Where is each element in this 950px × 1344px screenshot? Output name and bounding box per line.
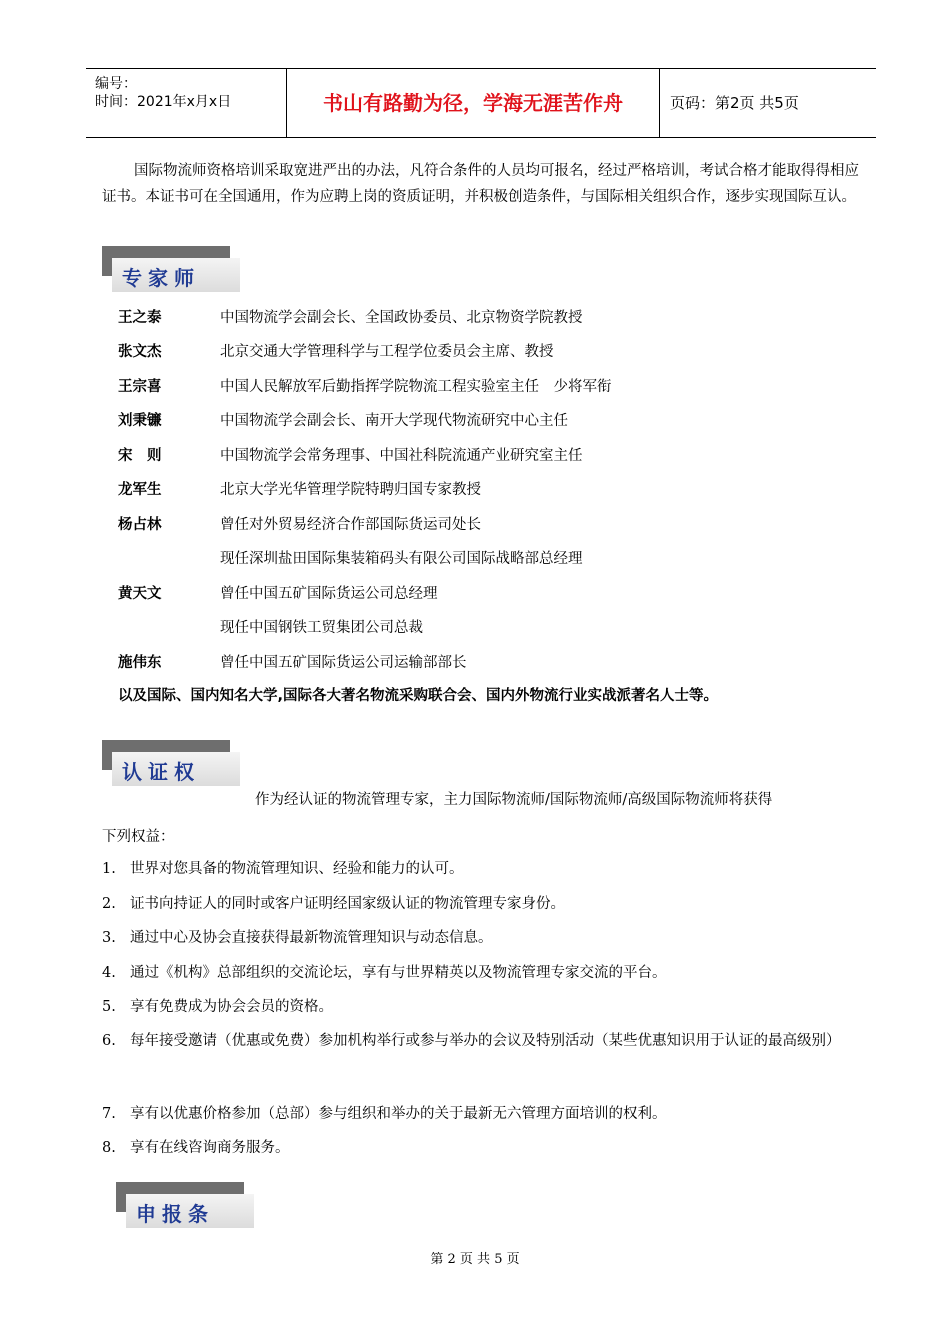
benefit-number: 7.: [102, 1106, 116, 1122]
expert-desc: 北京大学光华管理学院特聘归国专家教授: [220, 482, 481, 498]
expert-desc: 北京交通大学管理科学与工程学位委员会主席、教授: [220, 344, 554, 360]
expert-desc: 现任深圳盐田国际集装箱码头有限公司国际战略部总经理: [220, 551, 583, 567]
expert-name: 张文杰: [118, 344, 162, 360]
expert-name: 龙军生: [118, 482, 162, 498]
benefit-number: 1.: [102, 861, 116, 877]
benefit-text: 享有以优惠价格参加（总部）参与组织和举办的关于最新无六管理方面培训的权利。: [130, 1106, 667, 1122]
section-title-experts: 专家师: [122, 266, 200, 290]
header-meta-cell: [86, 69, 287, 137]
section-tab-rights: [102, 740, 242, 786]
expert-name: 宋 则: [118, 448, 162, 464]
benefit-number: 6.: [102, 1033, 116, 1049]
expert-desc: 曾任对外贸易经济合作部国际货运司处长: [220, 517, 481, 533]
benefit-number: 3.: [102, 930, 116, 946]
benefit-number: 4.: [102, 965, 116, 981]
expert-row: [118, 478, 878, 508]
experts-closing: 以及国际、国内知名大学,国际各大著名物流采购联合会、国内外物流行业实战派著名人士等。: [118, 688, 719, 704]
benefit-text: 通过《机构》总部组织的交流论坛，享有与世界精英以及物流管理专家交流的平台。: [130, 965, 667, 981]
expert-row: [118, 340, 878, 370]
section-title-rights: 认证权: [122, 760, 200, 784]
expert-row: [118, 375, 878, 405]
document-time-label: 时间：2021年x月x日: [95, 94, 232, 110]
header-motto: 书山有路勤为径，学海无涯苦作舟: [287, 69, 660, 137]
benefits-intro-line2: 下列权益：: [102, 829, 175, 845]
expert-name: 黄天文: [118, 586, 162, 602]
expert-name: 王之泰: [118, 310, 162, 326]
expert-row: [118, 651, 878, 681]
document-number-label: 编号：: [95, 76, 137, 92]
expert-desc: 曾任中国五矿国际货运公司总经理: [220, 586, 438, 602]
expert-row: [118, 444, 878, 474]
benefit-text: 享有免费成为协会会员的资格。: [130, 999, 333, 1015]
expert-row: [118, 582, 878, 612]
page-footer: 第 2 页 共 5 页: [430, 1252, 520, 1267]
expert-desc: 中国物流学会副会长、南开大学现代物流研究中心主任: [220, 413, 568, 429]
benefit-text: 世界对您具备的物流管理知识、经验和能力的认可。: [130, 861, 464, 877]
expert-row: [118, 306, 878, 336]
expert-row: [118, 409, 878, 439]
section-title-apply: 申报条: [136, 1202, 214, 1226]
header-page-label: 页码：第2页 共5页: [670, 94, 799, 112]
expert-desc: 中国人民解放军后勤指挥学院物流工程实验室主任 少将军衔: [220, 379, 612, 395]
expert-row: [118, 547, 878, 577]
benefit-text: 证书向持证人的同时或客户证明经国家级认证的物流管理专家身份。: [130, 896, 565, 912]
expert-row: [118, 616, 878, 646]
intro-paragraph: 国际物流师资格培训采取宽进严出的办法，凡符合条件的人员均可报名，经过严格培训，考试合格才能取得得相应证书。本证书可在全国通用，作为应聘上岗的资质证明，并积极创造条件，与国际相关组织合作，逐步实现国际互认。: [102, 163, 859, 205]
benefit-text: 每年接受邀请（优惠或免费）参加机构举行或参与举办的会议及特别活动（某些优惠知识用于认证的最高级别）: [130, 1033, 841, 1049]
benefit-number: 2.: [102, 896, 116, 912]
expert-name: 王宗喜: [118, 379, 162, 395]
expert-name: 施伟东: [118, 655, 162, 671]
benefits-intro-line1: 作为经认证的物流管理专家，主力国际物流师/国际物流师/高级国际物流师将获得: [255, 792, 773, 808]
expert-desc: 现任中国钢铁工贸集团公司总裁: [220, 620, 423, 636]
section-tab-apply: [116, 1182, 256, 1228]
expert-desc: 中国物流学会副会长、全国政协委员、北京物资学院教授: [220, 310, 583, 326]
benefit-text: 通过中心及协会直接获得最新物流管理知识与动态信息。: [130, 930, 493, 946]
expert-row: [118, 513, 878, 543]
benefit-number: 8.: [102, 1140, 116, 1156]
expert-name: 杨占林: [118, 517, 162, 533]
page-header: [86, 68, 876, 138]
expert-name: 刘秉镰: [118, 413, 162, 429]
expert-desc: 中国物流学会常务理事、中国社科院流通产业研究室主任: [220, 448, 583, 464]
expert-desc: 曾任中国五矿国际货运公司运输部部长: [220, 655, 467, 671]
benefit-text: 享有在线咨询商务服务。: [130, 1140, 290, 1156]
benefit-number: 5.: [102, 999, 116, 1015]
section-tab-experts: [102, 246, 242, 292]
